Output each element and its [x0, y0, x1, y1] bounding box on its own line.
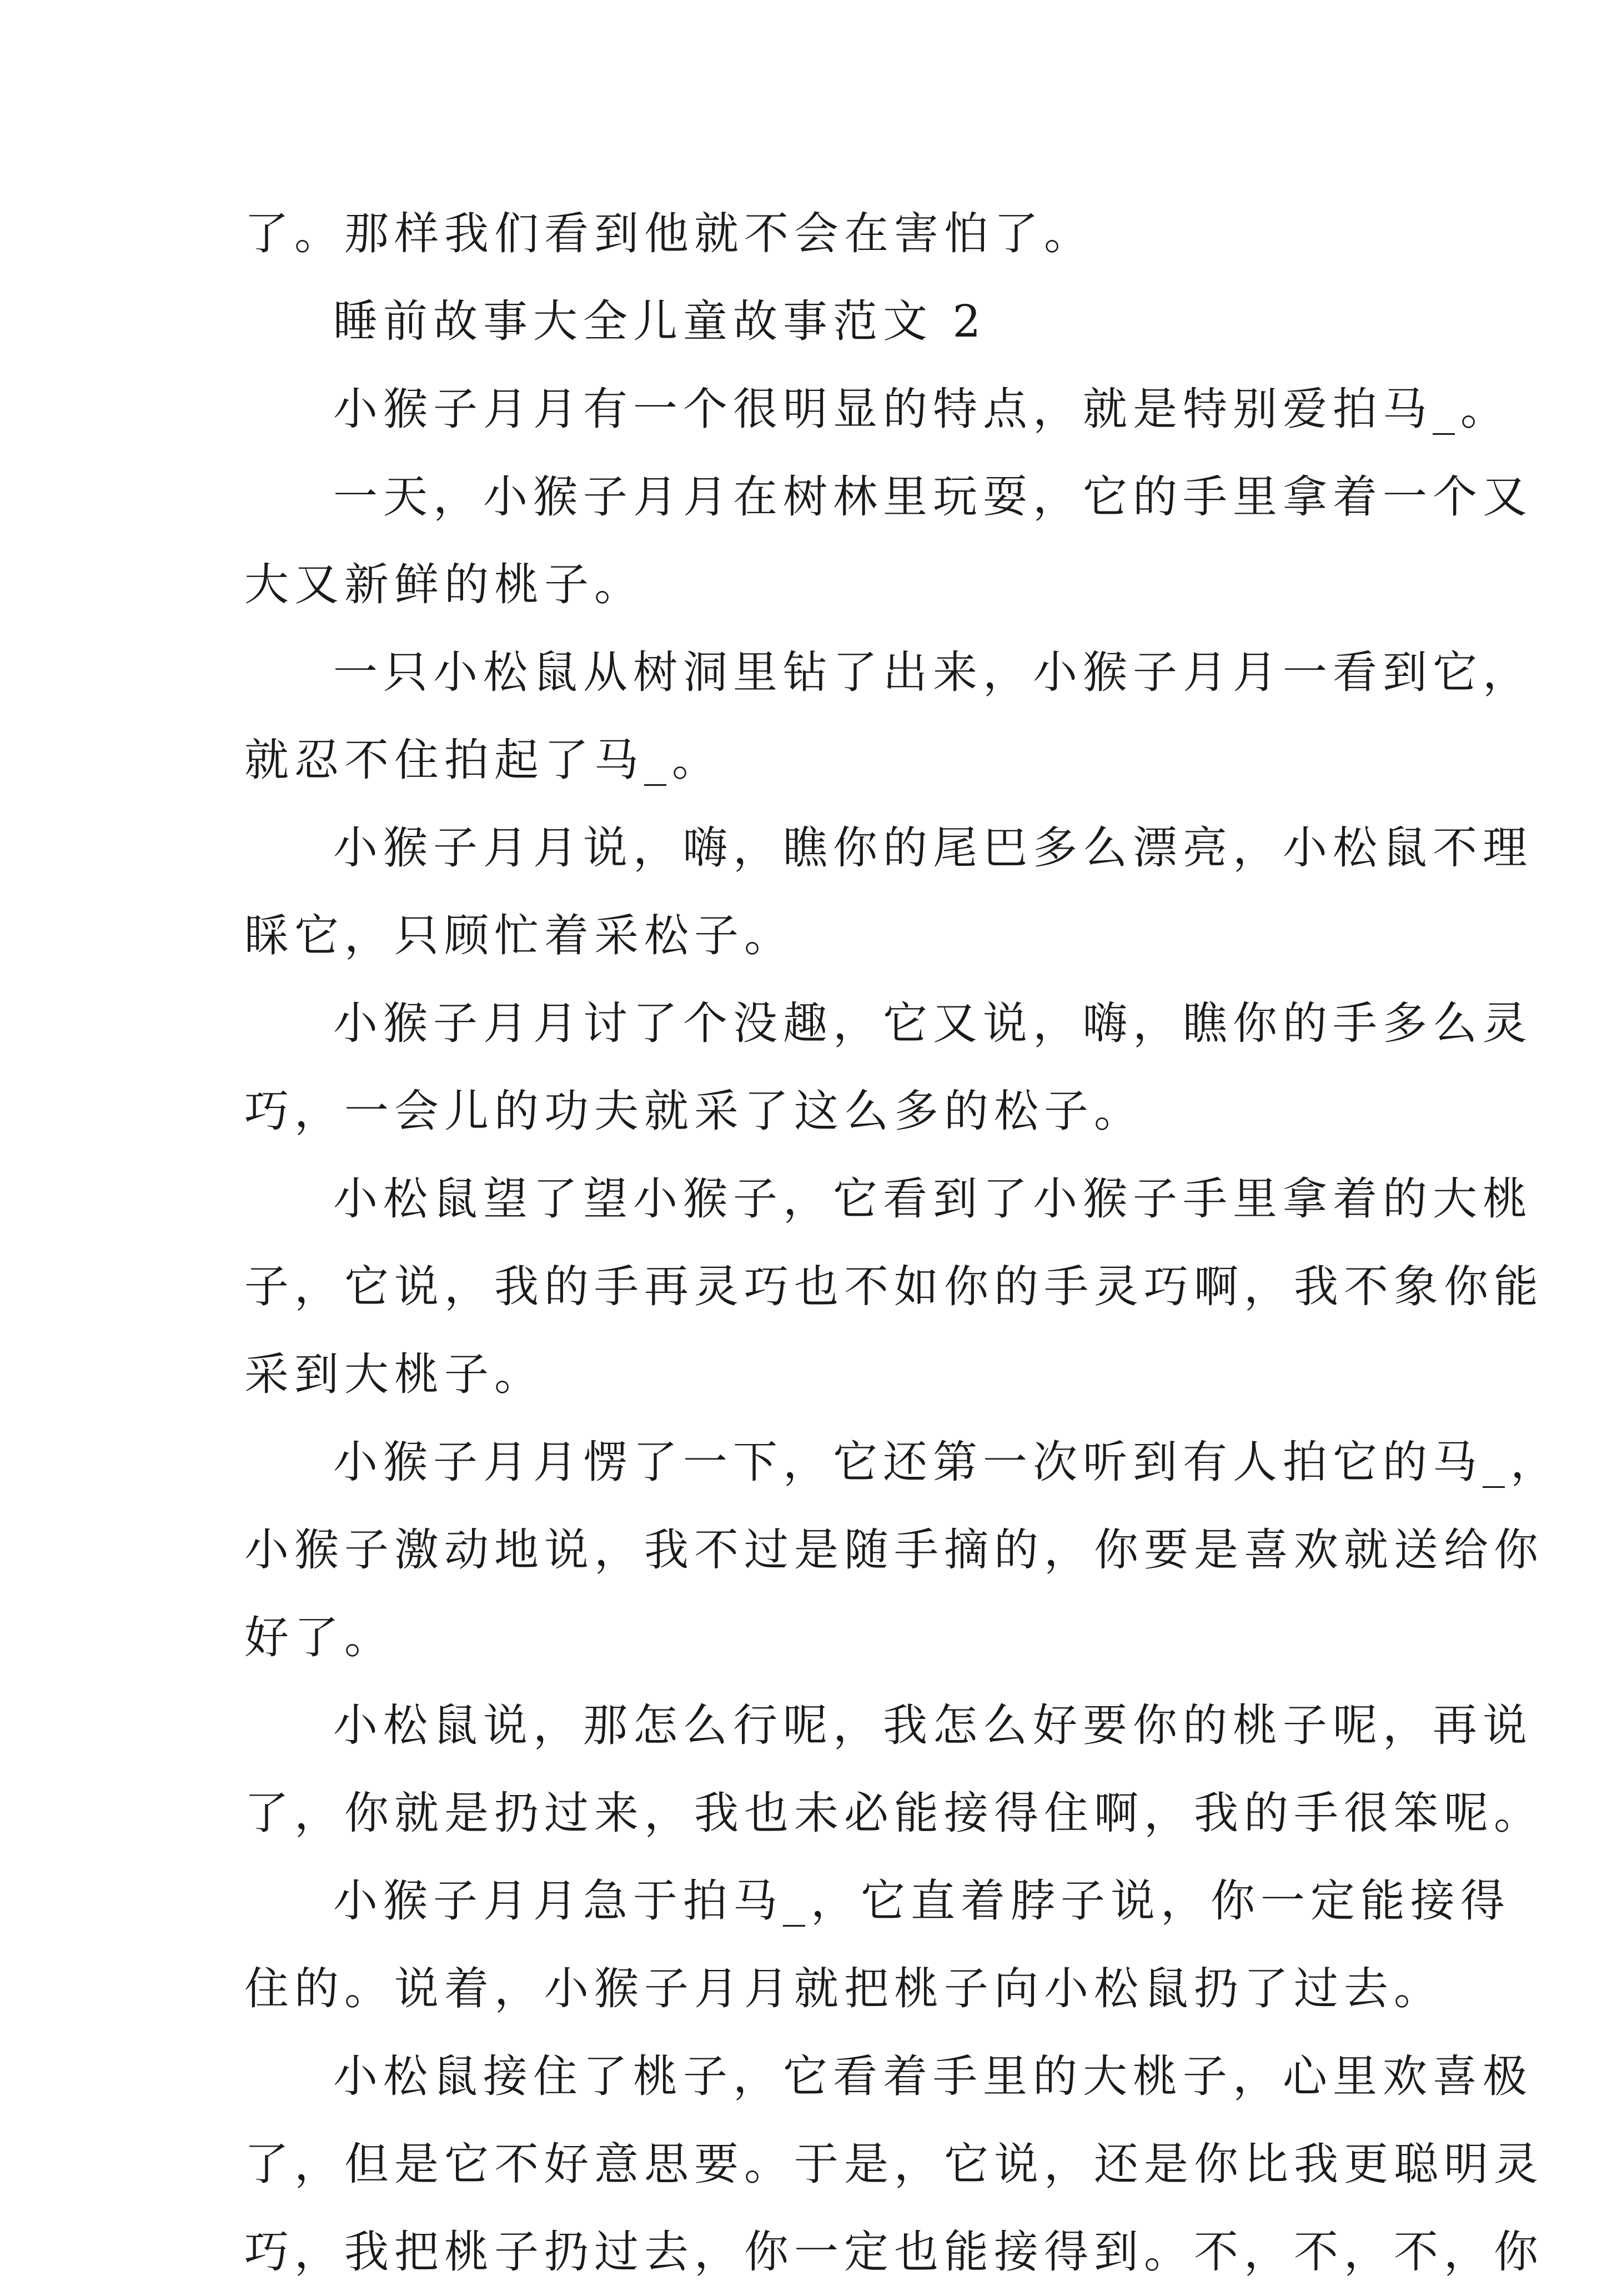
text-line: 小猴子月月愣了一下，它还第一次听到有人拍它的马_，: [333, 1436, 1560, 1488]
paragraph: [244, 365, 1510, 453]
text-line: 一只小松鼠从树洞里钻了出来，小猴子月月一看到它，: [333, 646, 1533, 698]
text-line: 小猴子月月急于拍马_，它直着脖子说，你一定能接得: [333, 1875, 1510, 1927]
paragraph: [244, 190, 1366, 278]
document-body: [244, 190, 1560, 2296]
text-line: 睡前故事大全儿童故事范文 2: [333, 295, 987, 347]
text-line: 小猴子月月讨了个没趣，它又说，嗨，瞧你的手多么灵: [333, 997, 1533, 1049]
text-line: 好了。: [244, 1612, 394, 1663]
paragraph: [244, 2033, 1544, 2296]
text-line: 了，但是它不好意思要。于是，它说，还是你比我更聪明灵: [244, 2138, 1544, 2190]
text-line: 一天，小猴子月月在树林里玩耍，它的手里拿着一个又: [333, 471, 1533, 523]
text-line: 采到大桃子。: [244, 1348, 544, 1400]
paragraph: [244, 980, 1533, 1155]
text-line: 睬它，只顾忙着采松子。: [244, 910, 794, 961]
text-line: 了。那样我们看到他就不会在害怕了。: [244, 208, 1094, 259]
text-line: 了，你就是扔过来，我也未必能接得住啊，我的手很笨呢。: [244, 1787, 1544, 1839]
text-line: 小猴子月月说，嗨，瞧你的尾巴多么漂亮，小松鼠不理: [333, 822, 1533, 874]
text-line: 巧，我把桃子扔过去，你一定也能接得到。不，不，不，你: [244, 2226, 1544, 2278]
text-line: 小松鼠接住了桃子，它看着手里的大桃子，心里欢喜极: [333, 2051, 1533, 2102]
text-line: 小猴子月月有一个很明显的特点，就是特别爱拍马_。: [333, 383, 1510, 435]
paragraph: [244, 1682, 1544, 1857]
text-line: 子，它说，我的手再灵巧也不如你的手灵巧啊，我不象你能: [244, 1261, 1544, 1312]
text-line: 小松鼠望了望小猴子，它看到了小猴子手里拿着的大桃: [333, 1173, 1533, 1225]
paragraph: [244, 1857, 1510, 2033]
text-line: 小松鼠说，那怎么行呢，我怎么好要你的桃子呢，再说: [333, 1700, 1533, 1751]
text-line: 巧，一会儿的功夫就采了这么多的松子。: [244, 1085, 1144, 1137]
section-heading: [244, 278, 1366, 365]
paragraph: [244, 1418, 1560, 1682]
text-line: 住的。说着，小猴子月月就把桃子向小松鼠扔了过去。: [244, 1963, 1444, 2014]
text-line: 小猴子激动地说，我不过是随手摘的，你要是喜欢就送给你: [244, 1524, 1544, 1576]
paragraph: [244, 1155, 1544, 1418]
paragraph: [244, 804, 1533, 980]
text-line: 就忍不住拍起了马_。: [244, 734, 722, 786]
text-line: 大又新鲜的桃子。: [244, 559, 644, 610]
paragraph: [244, 629, 1533, 804]
paragraph: [244, 453, 1533, 629]
